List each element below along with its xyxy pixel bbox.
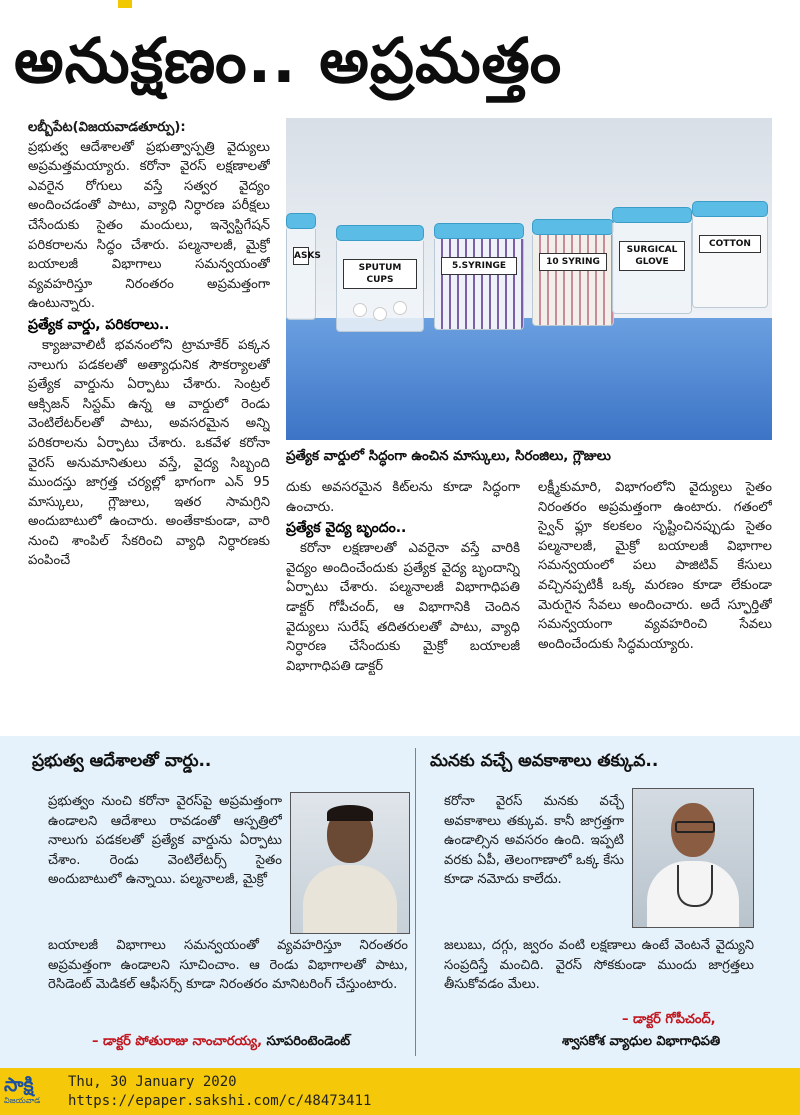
box2-text-top: కరోనా వైరస్ మనకు వచ్చే అవకాశాలు తక్కువ. కానీ జాగ్రత్తగా ఉండాల్సిన అవసరం ఉంది. ఇప్పటి వరకు ఏపీ, తెలంగాణాలో ఒక్క కేసు కూడా నమోదు కాలేదు. xyxy=(444,794,624,888)
box2-heading: మనకు వచ్చే అవకాశాలు తక్కువ.. xyxy=(430,751,659,771)
column-2 xyxy=(286,478,520,736)
box2-designation: శ్వాసకోశ వ్యాధుల విభాగాధిపతి xyxy=(562,1034,721,1049)
jar-sputum-cups: SPUTUM CUPS xyxy=(336,225,424,332)
photo-caption: ప్రత్యేక వార్డులో సిద్ధంగా ఉంచిన మాస్కులు, సిరంజిలు, గ్లౌజులు xyxy=(286,449,611,464)
box2-signature: – డాక్టర్ గోపీచంద్, xyxy=(622,1012,716,1027)
jar-10-syringe: 10 SYRING xyxy=(532,219,614,326)
box2-portrait-photo xyxy=(632,788,754,928)
box1-signature xyxy=(92,1032,412,1052)
jar-cotton: COTTON xyxy=(692,201,768,308)
box1-heading: ప్రభుత్వ ఆదేశాలతో వార్డు.. xyxy=(32,751,212,771)
footer-date: Thu, 30 January 2020 xyxy=(68,1074,237,1090)
subheading-special-ward: ప్రత్యేక వార్డు, పరికరాలు.. xyxy=(28,316,170,333)
sakshi-logo[interactable] xyxy=(4,1074,62,1108)
footer-url[interactable]: https://epaper.sakshi.com/c/48473411 xyxy=(68,1093,372,1109)
logo-subtext: విజయవాడ xyxy=(4,1096,41,1105)
box1-designation: సూపరింటెండెంట్ xyxy=(262,1034,351,1049)
box1-signature-name: – డాక్టర్ పోతురాజు నాంచారయ్య, xyxy=(92,1034,263,1049)
subheading-special-team: ప్రత్యేక వైద్య బృందం.. xyxy=(286,520,407,537)
top-strip xyxy=(0,0,800,10)
box1-text-bottom: బయాలజీ విభాగాలు సమన్వయంతో వ్యవహరిస్తూ నిరంతరం అప్రమత్తంగా ఉండాలని సూచించాం. ఆ రెండు విభాగాలతో పాటు, రెసిడెంట్ మెడికల్ ఆఫీసర్స్ కూడా నిరంతరం మానిటరింగ్ చేస్తుంటారు. xyxy=(48,938,408,993)
headline: అనుక్షణం.. అప్రమత్తం xyxy=(14,24,563,97)
column-1 xyxy=(28,118,270,736)
col3-para-1: లక్ష్మీకుమారి, విభాగంలోని వైద్యులు సైతం నిరంతరం అప్రమత్తంగా ఉంటారు. గతంలో స్వైన్ ఫ్లూ కలకలం సృష్టించినప్పుడు సైతం పల్మనాలజీ, మైక్రో బయాలజీ విభాగాల సమన్వయంలో పలు పాజిటివ్ కేసులు వచ్చినప్పటికీ ఒక్క మరణం కూడా లేకుండా మెరుగైన సేవలు అందించారు. అదే స్ఫూర్తితో సమన్వయంగా వ్యవహరించి సేవలు అందించేందుకు సిద్ధమయ్యారు. xyxy=(538,480,772,652)
box1-portrait-photo xyxy=(290,792,410,934)
col1-para-1: ప్రభుత్వ ఆదేశాలతో ప్రభుత్వాస్పత్రి వైద్యులు అప్రమత్తమయ్యారు. కరోనా వైరస్ లక్షణాలతో ఎవరైన రోగులు వస్తే సత్వర వైద్యం అందించడంతో పాటు, వ్యాధి నిర్ధారణ పరీక్షలు చేసేందుకు సైతం మందులు, ఇన్వెస్టిగేషన్ పరికరాలను సిద్ధం చేశారు. పల్మనాలజీ, మైక్రో బయాలజీ విభాగాలు సమన్వయంతో వ్యవహరిస్తూ నిరంతరం అప్రమత్తంగా ఉంటున్నారు. xyxy=(28,139,270,312)
photo-supply-jars xyxy=(286,118,772,440)
jar-masks: ASKS xyxy=(286,213,316,320)
col2-para-2: కరోనా లక్షణాలతో ఎవరైనా వస్తే వారికి వైద్యం అందించేందుకు ప్రత్యేక వైద్య బృందాన్ని ఏర్పాటు చేశారు. పల్మనాలజీ విభాగాధిపతి డాక్టర్ గోపీచంద్, ఆ విభాగానికి చెందిన వైద్యులు సురేష్ తదితరులతో పాటు, వ్యాధి నిర్ధారణ చేసేందుకు మైక్రో బయాలజీ విభాగాధిపతి డాక్టర్ xyxy=(286,541,520,674)
dateline: లబ్బీపేట(విజయవాడతూర్పు): xyxy=(28,120,186,135)
quote-box-divider xyxy=(415,748,416,1056)
col2-para-1: దుకు అవసరమైన కిట్‌లను కూడా సిద్ధంగా ఉంచారు. xyxy=(286,480,520,515)
photo-table xyxy=(286,318,772,440)
col1-para-2: క్యాజువాలిటీ భవనంలోని ట్రామాకేర్ పక్కన నాలుగు పడకలతో అత్యాధునిక సౌకర్యాలతో ప్రత్యేక వార్డును ఏర్పాటు చేశారు. సెంట్రల్ ఆక్సిజన్ సిస్టమ్ ఉన్న ఆ వార్డులో రెండు వెంటిలేటర్‌లతో పాటు, అవసరమైన అన్ని పరికరాలను ఏర్పాటు చేశారు. ఒకవేళ కరోనా వైరస్ అనుమానితులు వస్తే, వైద్య సిబ్బంది ముందస్తు జాగ్రత్త చర్యల్లో భాగంగా ఎన్ 95 మాస్కులు, గ్లౌజులు, ఇతర సామగ్రిని అందుబాటులో ఉంచారు. అంతేకాకుండా, వారి నుంచి శాంపిల్ సేకరించి వ్యాధి నిర్ధారణకు పంపించే xyxy=(28,337,270,569)
column-3 xyxy=(538,478,772,736)
box1-text-top: ప్రభుత్వం నుంచి కరోనా వైరస్‌పై అప్రమత్తంగా ఉండాలని ఆదేశాలు రావడంతో ఆస్పత్రిలో నాలుగు పడకలతో ప్రత్యేక వార్డును ఏర్పాటు చేశాం. రెండు వెంటిలేటర్స్ సైతం అందుబాటులో ఉన్నాయి. పల్మనాలజీ, మైక్రో xyxy=(48,794,282,888)
box2-text-bottom: జలుబు, దగ్గు, జ్వరం వంటి లక్షణాలు ఉంటే వెంటనే వైద్యుని సంప్రదిస్తే మంచిది. వైరస్ సోకకుండా ముందు జాగ్రత్తలు తీసుకోవడం మేలు. xyxy=(444,938,754,993)
logo-text: సాక్షి xyxy=(4,1074,34,1096)
jar-surgical-gloves: SURGICAL GLOVE xyxy=(612,207,692,314)
jar-5-syringe: 5.SYRINGE xyxy=(434,223,524,330)
